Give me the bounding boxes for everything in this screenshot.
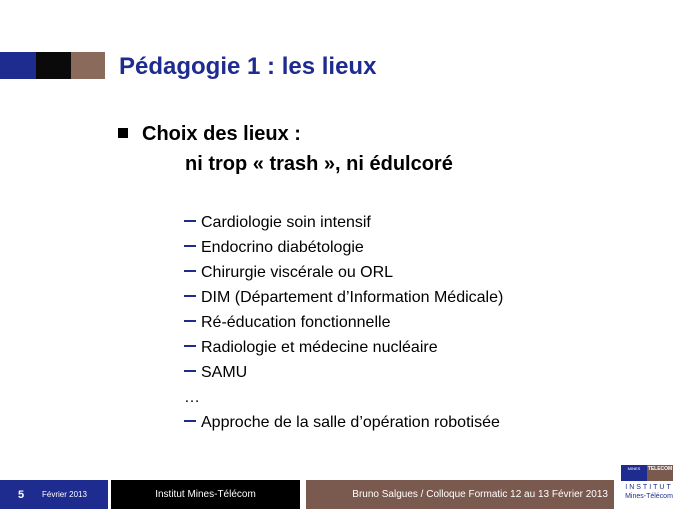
footer-page-block — [0, 480, 108, 509]
footer-institution-text: Institut Mines-Télécom — [155, 489, 256, 500]
logo-line2: Mines-Télécom — [625, 493, 673, 500]
header-bar-brown — [71, 52, 105, 79]
dash-icon — [184, 295, 196, 297]
list-item: DIM (Département d’Information Médicale) — [184, 285, 503, 310]
dash-icon — [184, 270, 196, 272]
sub-heading: ni trop « trash », ni édulcoré — [185, 153, 453, 175]
institut-logo — [621, 465, 677, 509]
list-item: Chirurgie viscérale ou ORL — [184, 260, 503, 285]
main-bullet-text: Choix des lieux : — [142, 123, 301, 145]
dash-icon — [184, 320, 196, 322]
footer-event-text: Bruno Salgues / Colloque Formatic 12 au 13 Février 2013 — [352, 489, 608, 500]
locations-list — [184, 210, 503, 435]
dash-icon — [184, 245, 196, 247]
list-item: Ré-éducation fonctionnelle — [184, 310, 503, 335]
list-item: Radiologie et médecine nucléaire — [184, 335, 503, 360]
list-item: SAMU — [184, 360, 503, 385]
logo-mines: MINES — [621, 465, 647, 481]
dash-icon — [184, 345, 196, 347]
header-bar-black — [36, 52, 71, 79]
main-bullet — [118, 123, 301, 146]
dash-icon — [184, 420, 196, 422]
footer-institution — [111, 480, 300, 509]
dash-icon — [184, 220, 196, 222]
logo-telecom: TELECOM — [647, 465, 673, 481]
footer-date: Février 2013 — [42, 490, 87, 499]
list-item: Approche de la salle d’opération robotisée — [184, 410, 503, 435]
list-item-ellipsis: … — [184, 389, 200, 406]
square-bullet-icon — [118, 128, 128, 138]
logo-line1: INSTITUT — [625, 484, 673, 491]
footer-event — [306, 480, 614, 509]
list-item: Cardiologie soin intensif — [184, 210, 503, 235]
page-number: 5 — [17, 488, 25, 501]
header-bar-blue — [0, 52, 36, 79]
dash-icon — [184, 370, 196, 372]
slide-title: Pédagogie 1 : les lieux — [119, 53, 377, 80]
list-item: Endocrino diabétologie — [184, 235, 503, 260]
